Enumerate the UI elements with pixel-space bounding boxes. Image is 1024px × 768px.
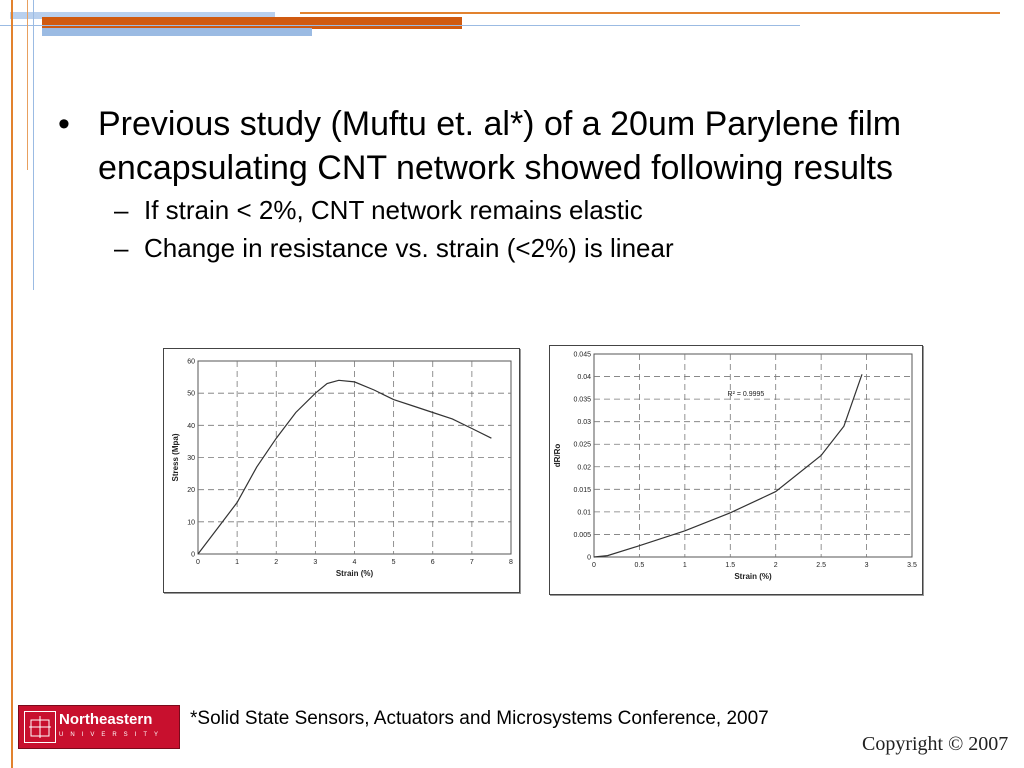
- stress-strain-chart: [163, 348, 520, 593]
- y-tick-label: 0.03: [577, 419, 591, 427]
- left-vertical-blue: [33, 0, 34, 290]
- x-tick-label: 1: [235, 559, 240, 566]
- y-tick-label: 0.025: [573, 441, 591, 449]
- resistance-strain-chart: [549, 345, 923, 595]
- sub-bullet-text: Change in resistance vs. strain (<2%) is linear: [144, 233, 674, 263]
- bullet-dot: •: [58, 105, 70, 143]
- y-tick-label: 20: [187, 487, 195, 495]
- x-tick-label: 6: [430, 559, 435, 566]
- y-tick-label: 0.035: [573, 396, 591, 404]
- y-tick-label: 0.04: [577, 374, 591, 382]
- blue-line-long: [0, 25, 800, 26]
- x-tick-label: 1: [682, 562, 687, 569]
- bullet-main: [58, 102, 958, 190]
- x-tick-label: 1.5: [725, 562, 736, 569]
- x-tick-label: 4: [352, 559, 357, 566]
- sub-bullet-dash: –: [114, 195, 129, 225]
- y-tick-label: 50: [187, 390, 195, 398]
- y-tick-label: 30: [187, 455, 195, 462]
- footnote: *Solid State Sensors, Actuators and Microsystems Conference, 2007: [190, 708, 769, 729]
- x-axis-label: Strain (%): [734, 572, 772, 581]
- x-tick-label: 2: [773, 562, 778, 569]
- y-tick-label: 0.01: [577, 509, 591, 517]
- x-tick-label: 3.5: [907, 562, 917, 569]
- x-tick-label: 2.5: [816, 562, 827, 569]
- plot-area: [594, 354, 912, 557]
- seal-icon: [24, 711, 56, 743]
- sub-bullet: [58, 230, 958, 266]
- blue-bar-lower: [42, 28, 312, 36]
- x-tick-label: 3: [313, 559, 318, 566]
- x-tick-label: 0.5: [634, 562, 645, 569]
- y-tick-label: 0: [587, 554, 591, 562]
- y-tick-label: 10: [187, 519, 195, 527]
- y-axis-label: dR/Ro: [553, 443, 562, 468]
- left-vertical-orange: [11, 0, 13, 768]
- orange-line-long: [300, 12, 1000, 14]
- sub-bullet-dash: –: [114, 233, 129, 263]
- x-axis-label: Strain (%): [335, 569, 374, 578]
- y-tick-label: 0: [191, 551, 195, 559]
- x-tick-label: 3: [864, 562, 869, 569]
- x-tick-label: 7: [469, 559, 474, 566]
- bullet-main-text: Previous study (Muftu et. al*) of a 20um Parylene film encapsulating CNT network showed following results: [98, 105, 902, 187]
- x-tick-label: 0: [592, 562, 596, 569]
- resistance-strain-svg: [550, 346, 922, 594]
- y-tick-label: 60: [187, 358, 195, 366]
- y-axis-label: Stress (Mpa): [171, 433, 180, 482]
- sub-bullet: [58, 192, 958, 228]
- x-tick-label: 2: [274, 559, 279, 566]
- y-tick-label: 0.02: [577, 464, 591, 472]
- r-squared-annotation: R² = 0.9995: [727, 391, 765, 398]
- northeastern-logo: [18, 705, 180, 749]
- x-tick-label: 0: [196, 559, 200, 566]
- logo-sub: UNIVERSITY: [59, 732, 166, 738]
- logo-name: Northeastern: [59, 711, 153, 728]
- bullet-list: [58, 102, 958, 266]
- y-tick-label: 0.005: [573, 531, 591, 539]
- x-tick-label: 8: [509, 559, 513, 566]
- header-decoration: [0, 0, 1024, 40]
- copyright: Copyright © 2007: [862, 733, 1009, 755]
- x-tick-label: 5: [391, 559, 396, 566]
- left-vertical-orange-2: [27, 0, 28, 170]
- sub-bullet-text: If strain < 2%, CNT network remains elastic: [144, 195, 643, 225]
- y-tick-label: 0.045: [573, 351, 591, 359]
- y-tick-label: 40: [187, 422, 195, 430]
- y-tick-label: 0.015: [573, 486, 591, 494]
- stress-strain-svg: [164, 349, 519, 592]
